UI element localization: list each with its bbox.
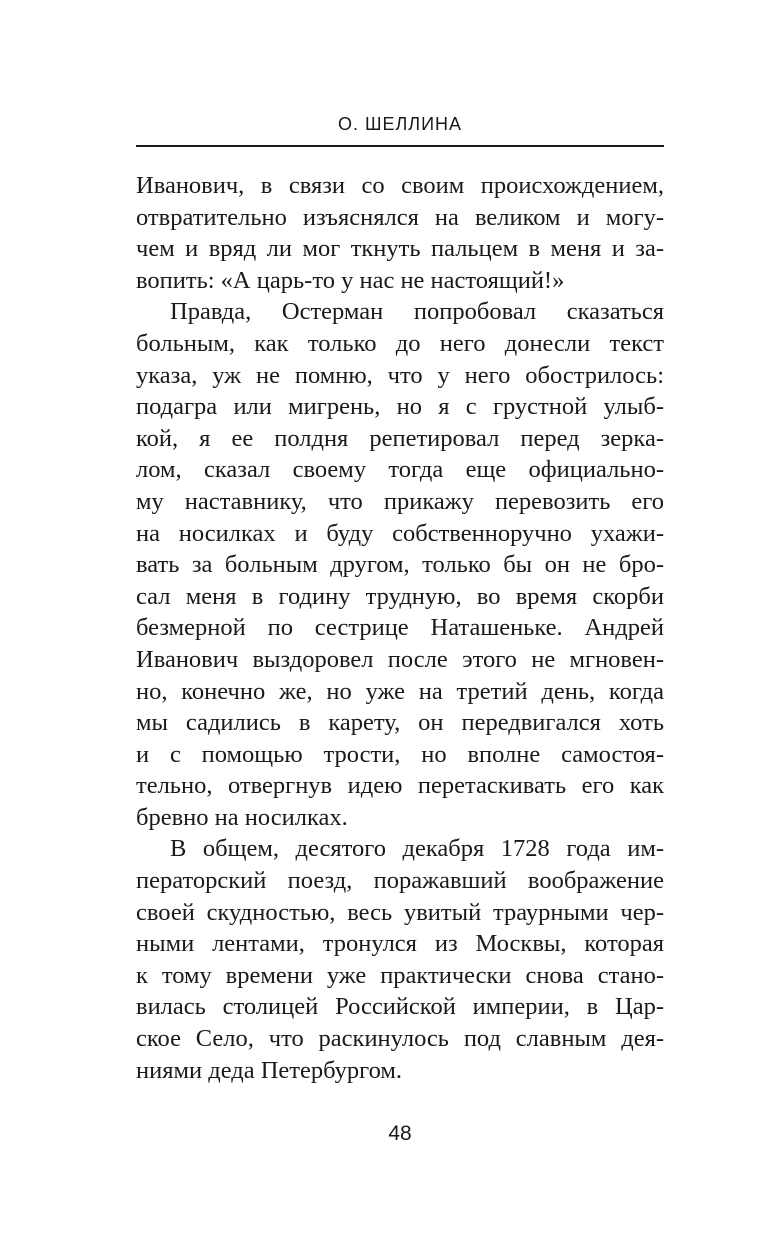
- text-line: му наставнику, что прикажу перевозить его: [136, 487, 664, 515]
- text-line: отвратительно изъяснялся на великом и могу-: [136, 203, 664, 231]
- text-line: вилась столицей Российской империи, в Цар-: [136, 993, 664, 1021]
- body-text: [136, 170, 664, 1086]
- text-line: ператорский поезд, поражавший воображение: [136, 867, 664, 895]
- header-rule: [136, 145, 664, 147]
- text-line: В общем, десятого декабря 1728 года им-: [170, 835, 664, 863]
- text-line: чем и вряд ли мог ткнуть пальцем в меня и за-: [136, 235, 664, 263]
- text-line: вопить: «А царь-то у нас не настоящий!»: [136, 266, 565, 294]
- text-line: мы садились в карету, он передвигался хоть: [136, 709, 664, 737]
- text-line: кой, я ее полдня репетировал перед зерка-: [136, 424, 664, 452]
- page-number: 48: [388, 1122, 412, 1145]
- text-line: к тому времени уже практически снова стано-: [136, 961, 664, 989]
- text-line: тельно, отвергнув идею перетаскивать его как: [136, 772, 664, 800]
- text-line: указа, уж не помню, что у него обострилось:: [136, 361, 664, 389]
- text-line: безмерной по сестрице Наташеньке. Андрей: [136, 614, 664, 642]
- text-line: своей скудностью, весь увитый траурными чер-: [136, 898, 664, 926]
- text-line: Иванович выздоровел после этого не мгновен-: [136, 645, 664, 673]
- text-line: ское Село, что раскинулось под славным дея-: [136, 1025, 664, 1053]
- text-line: но, конечно же, но уже на третий день, когда: [136, 677, 664, 705]
- text-line: Правда, Остерман попробовал сказаться: [170, 298, 664, 326]
- text-line: бревно на носилках.: [136, 803, 348, 831]
- text-line: Иванович, в связи со своим происхождением,: [136, 172, 664, 199]
- text-line: вать за больным другом, только бы он не бро-: [136, 551, 664, 579]
- text-line: подагра или мигрень, но я с грустной улыб-: [136, 393, 664, 421]
- text-line: и с помощью трости, но вполне самостоя-: [136, 740, 664, 768]
- text-line: на носилках и буду собственноручно ухажи-: [136, 519, 664, 547]
- running-head: О. ШЕЛЛИНА: [337, 114, 463, 134]
- text-line: лом, сказал своему тогда еще официально-: [136, 456, 664, 484]
- text-line: ниями деда Петербургом.: [136, 1056, 402, 1084]
- text-line: сал меня в годину трудную, во время скорби: [136, 582, 664, 610]
- text-line: больным, как только до него донесли текст: [136, 329, 664, 357]
- text-line: ными лентами, тронулся из Москвы, которая: [136, 930, 664, 958]
